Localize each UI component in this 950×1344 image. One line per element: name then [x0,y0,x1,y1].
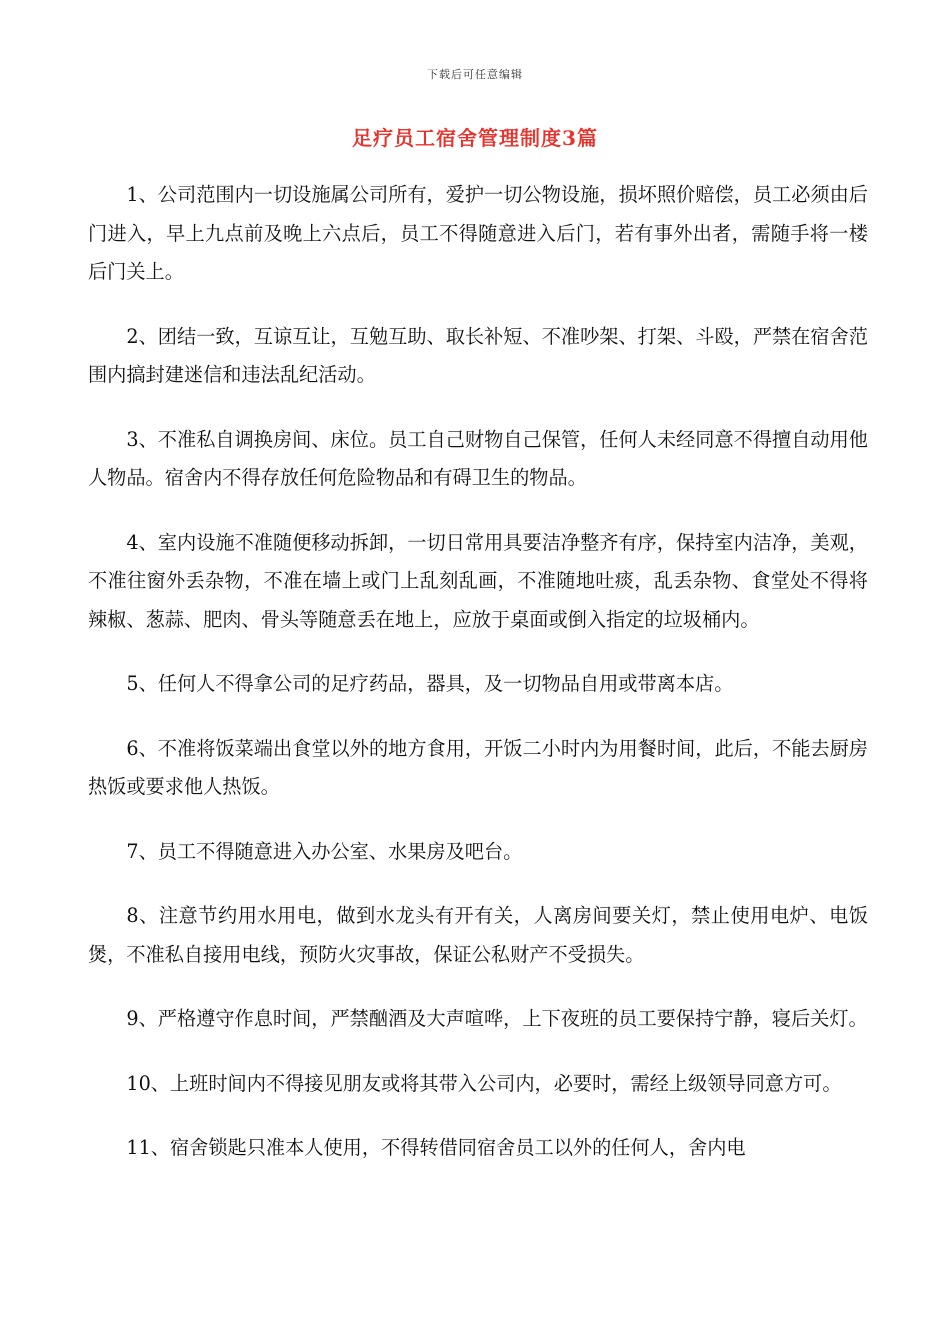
paragraph-10: 10、上班时间内不得接见朋友或将其带入公司内，必要时，需经上级领导同意方可。 [126,1071,842,1095]
document-title: 足疗员工宿舍管理制度3篇 [352,126,598,150]
header-note: 下载后可任意编辑 [427,68,523,81]
paragraph-5: 5、任何人不得拿公司的足疗药品，器具，及一切物品自用或带离本店。 [126,672,734,695]
document-body [88,176,868,1194]
paragraph-9: 9、严格遵守作息时间，严禁酗酒及大声喧哗，上下夜班的员工要保持宁静，寝后关灯。 [126,1007,868,1030]
paragraph-6: 6、不准将饭菜端出食堂以外的地方食用，开饭二小时内为用餐时间，此后，不能去厨房热饭或要求他人热饭。 [88,736,868,798]
paragraph-7: 7、员工不得随意进入办公室、水果房及吧台。 [126,839,523,863]
paragraph-1: 1、公司范围内一切设施属公司所有，爱护一切公物设施，损坏照价赔偿，员工必须由后门进入，早上九点前及晚上六点后，员工不得随意进入后门，若有事外出者，需随手将一楼后门关上。 [88,183,868,283]
paragraph-2: 2、团结一致，互谅互让，互勉互助、取长补短、不准吵架、打架、斗殴，严禁在宿舍范围内搞封建迷信和违法乱纪活动。 [88,324,868,386]
paragraph-3: 3、不准私自调换房间、床位。员工自己财物自己保管，任何人未经同意不得擅自动用他人物品。宿舍内不得存放任何危险物品和有碍卫生的物品。 [88,427,868,489]
paragraph-8: 8、注意节约用水用电，做到水龙头有开有关，人离房间要关灯，禁止使用电炉、电饭煲，不准私自接用电线，预防火灾事故，保证公私财产不受损失。 [88,904,868,966]
paragraph-11: 11、宿舍锁匙只准本人使用，不得转借同宿舍员工以外的任何人，舍内电 [126,1136,746,1159]
paragraph-4: 4、室内设施不准随便移动拆卸，一切日常用具要洁净整齐有序，保持室内洁净，美观，不准往窗外丢杂物，不准在墙上或门上乱刻乱画，不准随地吐痰，乱丢杂物、食堂处不得将辣椒、葱蒜、肥肉、骨头等随意丢在地上，应放于桌面或倒入指定的垃圾桶内。 [88,530,868,631]
